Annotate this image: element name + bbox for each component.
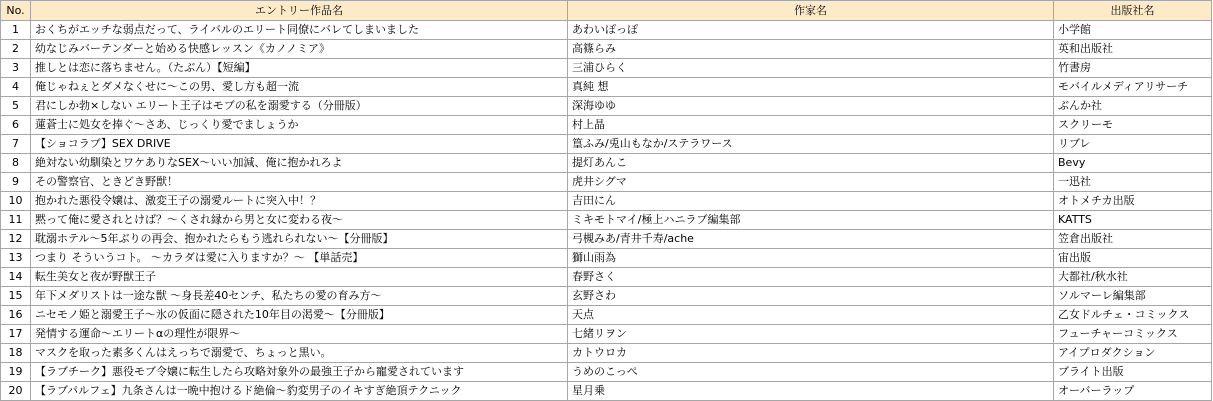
cell-no: 13 bbox=[1, 249, 31, 268]
table-row bbox=[1, 97, 1212, 116]
table-row bbox=[1, 382, 1212, 401]
cell-author: 天点 bbox=[568, 306, 1054, 325]
table-row bbox=[1, 363, 1212, 382]
cell-title: 【ショコラブ】SEX DRIVE bbox=[31, 135, 568, 154]
cell-title: 俺じゃねぇとダメなくせに～この男、愛し方も超一流 bbox=[31, 78, 568, 97]
table-row bbox=[1, 306, 1212, 325]
cell-no: 1 bbox=[1, 21, 31, 40]
cell-no: 20 bbox=[1, 382, 31, 401]
cell-no: 10 bbox=[1, 192, 31, 211]
cell-no: 11 bbox=[1, 211, 31, 230]
cell-title: 君にしか勃×しない エリート王子はモブの私を溺愛する（分冊版） bbox=[31, 97, 568, 116]
header-author: 作家名 bbox=[568, 1, 1054, 21]
cell-title: 転生美女と夜が野獣王子 bbox=[31, 268, 568, 287]
cell-no: 18 bbox=[1, 344, 31, 363]
header-title: エントリー作品名 bbox=[31, 1, 568, 21]
cell-author: 篁ふみ/兎山もなか/ステラワース bbox=[568, 135, 1054, 154]
cell-no: 17 bbox=[1, 325, 31, 344]
cell-publisher: Bevy bbox=[1054, 154, 1212, 173]
cell-publisher: フューチャーコミックス bbox=[1054, 325, 1212, 344]
cell-publisher: ブライト出版 bbox=[1054, 363, 1212, 382]
cell-no: 5 bbox=[1, 97, 31, 116]
cell-publisher: 宙出版 bbox=[1054, 249, 1212, 268]
cell-title: 幼なじみバーテンダーと始める快感レッスン《カノノミア》 bbox=[31, 40, 568, 59]
cell-no: 6 bbox=[1, 116, 31, 135]
table-row bbox=[1, 325, 1212, 344]
header-no: No. bbox=[1, 1, 31, 21]
cell-author: 村上晶 bbox=[568, 116, 1054, 135]
cell-no: 16 bbox=[1, 306, 31, 325]
cell-publisher: 英和出版社 bbox=[1054, 40, 1212, 59]
cell-title: 推しとは恋に落ちません。（たぶん）【短編】 bbox=[31, 59, 568, 78]
cell-publisher: モバイルメディアリサーチ bbox=[1054, 78, 1212, 97]
cell-no: 7 bbox=[1, 135, 31, 154]
cell-publisher: 竹書房 bbox=[1054, 59, 1212, 78]
cell-publisher: 小学館 bbox=[1054, 21, 1212, 40]
table-row bbox=[1, 230, 1212, 249]
table-row bbox=[1, 211, 1212, 230]
cell-author: あわいぽっぽ bbox=[568, 21, 1054, 40]
cell-title: つまり そういうコト。 ～カラダは愛に入りますか？～ 【単話売】 bbox=[31, 249, 568, 268]
header-row bbox=[1, 1, 1212, 21]
table-row bbox=[1, 173, 1212, 192]
table-row bbox=[1, 287, 1212, 306]
cell-author: うめのこっぺ bbox=[568, 363, 1054, 382]
cell-author: 七緒リヲン bbox=[568, 325, 1054, 344]
header-publisher: 出版社名 bbox=[1054, 1, 1212, 21]
cell-title: 発情する運命～エリートαの理性が限界～ bbox=[31, 325, 568, 344]
cell-no: 12 bbox=[1, 230, 31, 249]
cell-publisher: ぶんか社 bbox=[1054, 97, 1212, 116]
cell-title: マスクを取った素多くんはえっちで溺愛で、ちょっと黒い。 bbox=[31, 344, 568, 363]
table-row bbox=[1, 21, 1212, 40]
cell-author: 虎井シグマ bbox=[568, 173, 1054, 192]
cell-no: 3 bbox=[1, 59, 31, 78]
cell-publisher: リブレ bbox=[1054, 135, 1212, 154]
cell-publisher: 笠倉出版社 bbox=[1054, 230, 1212, 249]
cell-publisher: ソルマーレ編集部 bbox=[1054, 287, 1212, 306]
cell-author: ミキモトマイ/極上ハニラブ編集部 bbox=[568, 211, 1054, 230]
cell-title: 蓮蒼士に処女を捧ぐ～さあ、じっくり愛でましょうか bbox=[31, 116, 568, 135]
cell-title: 黙って俺に愛されとけば？～くされ縁から男と女に変わる夜～ bbox=[31, 211, 568, 230]
cell-no: 2 bbox=[1, 40, 31, 59]
cell-author: 弓槻みあ/青井千寿/ache bbox=[568, 230, 1054, 249]
table-row bbox=[1, 249, 1212, 268]
cell-publisher: オトメチカ出版 bbox=[1054, 192, 1212, 211]
cell-publisher: オーバーラップ bbox=[1054, 382, 1212, 401]
cell-author: 高篠らみ bbox=[568, 40, 1054, 59]
table-row bbox=[1, 78, 1212, 97]
cell-author: 提灯あんこ bbox=[568, 154, 1054, 173]
cell-author: 真純 想 bbox=[568, 78, 1054, 97]
cell-title: おくちがエッチな弱点だって、ライバルのエリート同僚にバレてしまいました bbox=[31, 21, 568, 40]
table-row bbox=[1, 192, 1212, 211]
cell-title: 絶対ない幼馴染とワケありなSEX～いい加減、俺に抱かれろよ bbox=[31, 154, 568, 173]
cell-author: 春野さく bbox=[568, 268, 1054, 287]
table-row bbox=[1, 116, 1212, 135]
table-row bbox=[1, 344, 1212, 363]
cell-publisher: 一迅社 bbox=[1054, 173, 1212, 192]
cell-publisher: 大都社/秋水社 bbox=[1054, 268, 1212, 287]
cell-title: ニセモノ姫と溺愛王子～氷の仮面に隠された10年目の渇愛～【分冊版】 bbox=[31, 306, 568, 325]
cell-no: 15 bbox=[1, 287, 31, 306]
cell-no: 4 bbox=[1, 78, 31, 97]
cell-author: 星月乗 bbox=[568, 382, 1054, 401]
table-row bbox=[1, 268, 1212, 287]
cell-title: 抱かれた悪役令嬢は、激変王子の溺愛ルートに突入中！？ bbox=[31, 192, 568, 211]
cell-publisher: スクリーモ bbox=[1054, 116, 1212, 135]
cell-no: 19 bbox=[1, 363, 31, 382]
cell-title: 耽溺ホテル～5年ぶりの再会、抱かれたらもう逃れられない～【分冊版】 bbox=[31, 230, 568, 249]
cell-author: 玄野さわ bbox=[568, 287, 1054, 306]
cell-publisher: アイプロダクション bbox=[1054, 344, 1212, 363]
cell-author: カトウロカ bbox=[568, 344, 1054, 363]
table-body bbox=[1, 21, 1212, 401]
cell-title: 【ラブチーク】悪役モブ令嬢に転生したら攻略対象外の最強王子から寵愛されています bbox=[31, 363, 568, 382]
cell-author: 吉田にん bbox=[568, 192, 1054, 211]
table-row bbox=[1, 135, 1212, 154]
table-row bbox=[1, 40, 1212, 59]
cell-publisher: KATTS bbox=[1054, 211, 1212, 230]
cell-title: 【ラブパルフェ】九条さんは一晩中抱けるド絶倫～豹変男子のイキすぎ絶頂テクニック bbox=[31, 382, 568, 401]
cell-author: 深海ゆゆ bbox=[568, 97, 1054, 116]
cell-no: 14 bbox=[1, 268, 31, 287]
cell-no: 8 bbox=[1, 154, 31, 173]
cell-no: 9 bbox=[1, 173, 31, 192]
cell-author: 三浦ひらく bbox=[568, 59, 1054, 78]
cell-author: 獅山雨為 bbox=[568, 249, 1054, 268]
table-row bbox=[1, 59, 1212, 78]
cell-title: その警察官、ときどき野獣！ bbox=[31, 173, 568, 192]
cell-publisher: 乙女ドルチェ・コミックス bbox=[1054, 306, 1212, 325]
cell-title: 年下メダリストは一途な獣 ～身長差40センチ、私たちの愛の育み方～ bbox=[31, 287, 568, 306]
table-row bbox=[1, 154, 1212, 173]
